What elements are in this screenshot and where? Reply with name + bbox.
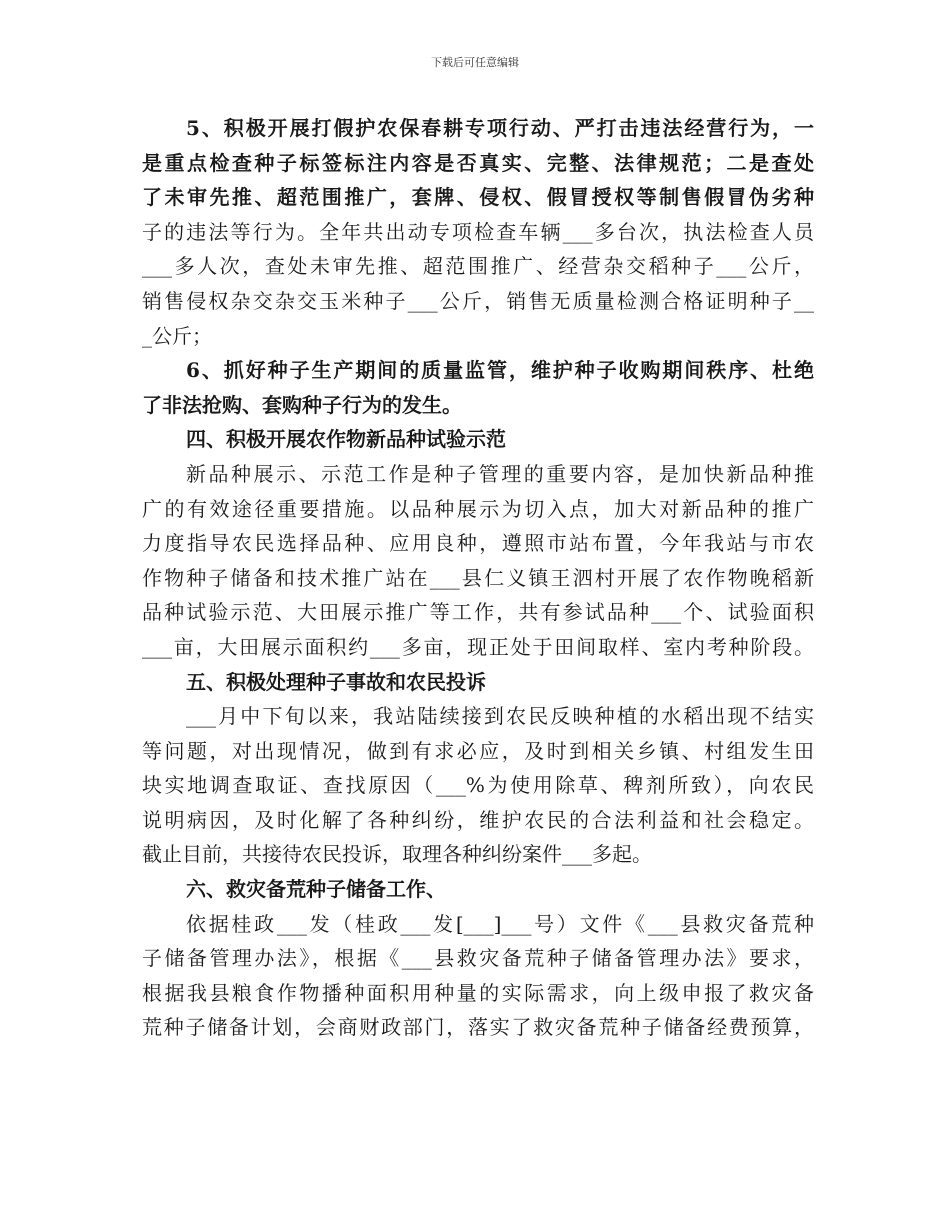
text-line: 说明病因，及时化解了各种纠纷，维护农民的合法利益和社会稳定。 — [142, 807, 814, 832]
text-line: 作物种子储备和技术推广站在___县仁义镇王泗村开展了农作物晚稻新 — [142, 565, 814, 590]
text-line: 五、积极处理种子事故和农民投诉 — [186, 669, 486, 694]
text-line: ___多人次，查处未审先推、超范围推广、经营杂交稻种子___公斤， — [142, 254, 814, 279]
text-line: 6、抓好种子生产期间的质量监管，维护种子收购期间秩序、杜绝 — [186, 358, 814, 383]
text-line: _公斤； — [142, 323, 212, 348]
text-line: ___亩，大田展示面积约___多亩，现正处于田间取样、室内考种阶段。 — [142, 634, 814, 659]
text-line: 品种试验示范、大田展示推广等工作，共有参试品种___个、试验面积 — [142, 600, 814, 625]
document-body — [142, 111, 814, 1045]
text-line: 广的有效途径重要措施。以品种展示为切入点，加大对新品种的推广 — [142, 496, 814, 521]
text-line: 等问题，对出现情况，做到有求必应，及时到相关乡镇、村组发生田 — [142, 738, 814, 763]
text-line: 销售侵权杂交杂交玉米种子___公斤，销售无质量检测合格证明种子__ — [142, 288, 814, 313]
text-line: ___月中下旬以来，我站陆续接到农民反映种植的水稻出现不结实 — [186, 704, 814, 729]
text-line: 是重点检查种子标签标注内容是否真实、完整、法律规范；二是查处 — [142, 150, 814, 175]
text-line: 力度指导农民选择品种、应用良种，遵照市站布置，今年我站与市农 — [142, 531, 814, 556]
text-line: 依据桂政___发（桂政___发[___]___号）文件《___县救灾备荒种 — [186, 911, 814, 936]
text-line: 荒种子储备计划，会商财政部门，落实了救灾备荒种子储备经费预算， — [142, 1015, 814, 1040]
text-line: 新品种展示、示范工作是种子管理的重要内容，是加快新品种推 — [186, 461, 814, 486]
text-line: 四、积极开展农作物新品种试验示范 — [186, 427, 506, 452]
text-line: 5、积极开展打假护农保春耕专项行动、严打击违法经营行为，一 — [186, 116, 814, 140]
text-line: 截止目前，共接待农民投诉，取理各种纠纷案件___多起。 — [142, 842, 652, 867]
text-line: 块实地调查取证、查找原因（___%为使用除草、稗剂所致），向农民 — [142, 773, 814, 798]
text-line: 子的违法等行为。全年共出动专项检查车辆___多台次，执法检查人员 — [142, 219, 814, 244]
text-line: 根据我县粮食作物播种面积用种量的实际需求，向上级申报了救灾备 — [142, 980, 814, 1005]
text-line: 了未审先推、超范围推广，套牌、侵权、假冒授权等制售假冒伪劣种 — [142, 185, 814, 210]
page-header: 下载后可任意编辑 — [431, 56, 519, 69]
text-line: 了非法抢购、套购种子行为的发生。 — [142, 392, 462, 417]
text-line: 六、救灾备荒种子储备工作、 — [186, 877, 446, 902]
text-line: 子储备管理办法》，根据《___县救灾备荒种子储备管理办法》要求， — [142, 946, 814, 971]
